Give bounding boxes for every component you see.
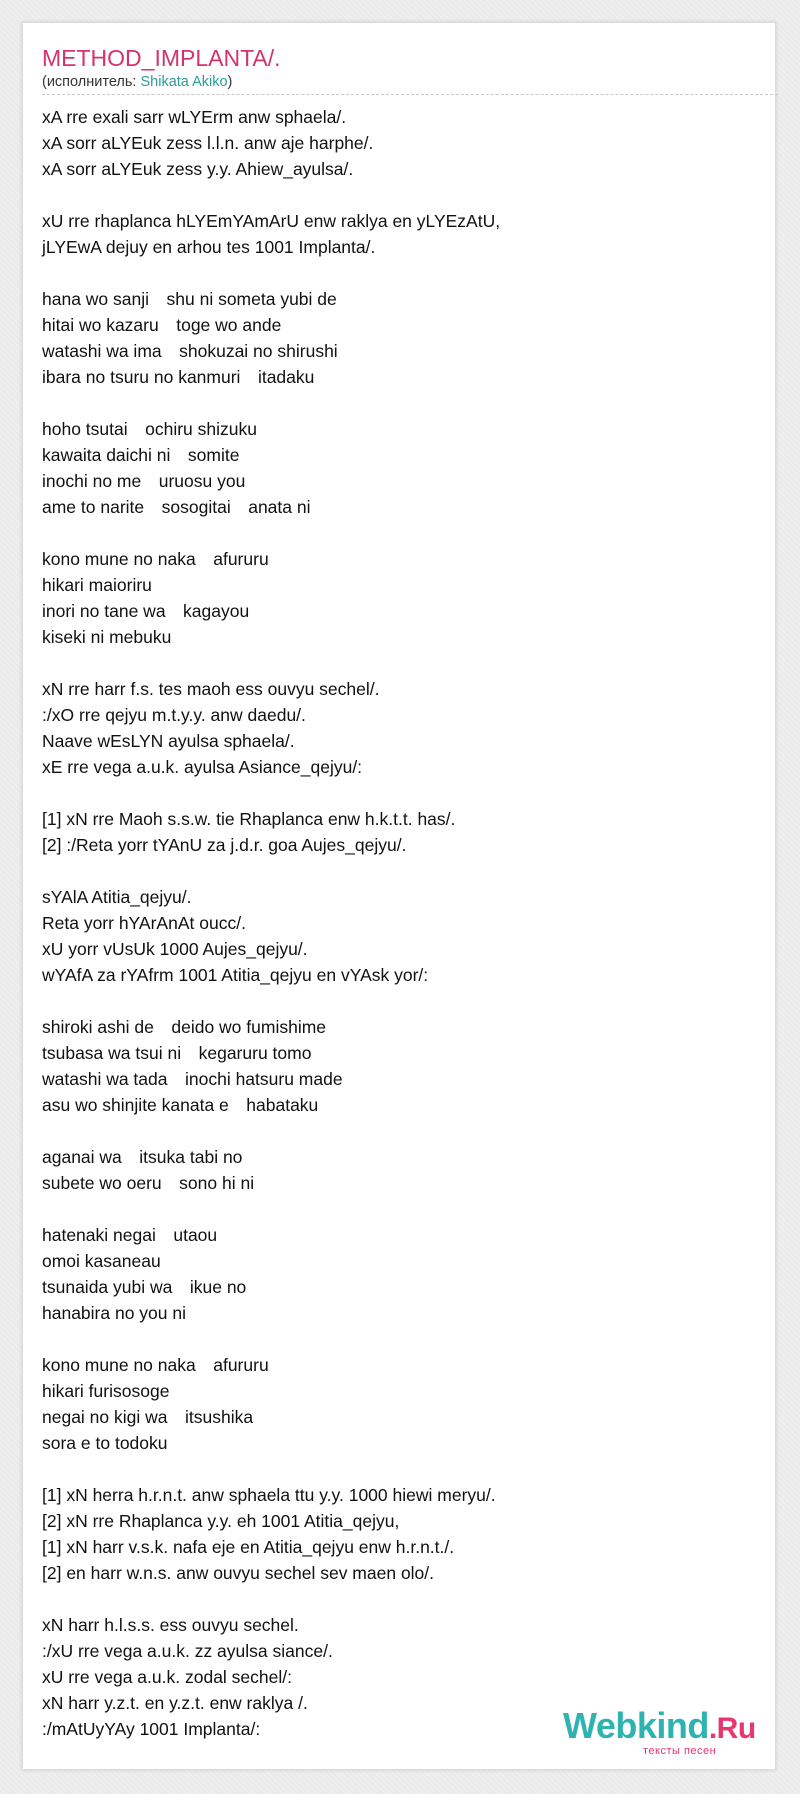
lyric-line: xU rre rhaplanca hLYEmYAmArU enw raklya en yLYEzAtU, (42, 211, 501, 231)
lyrics-stanza (42, 1144, 742, 1196)
header-divider (42, 94, 778, 95)
lyric-line: hatenaki negai utaou (42, 1225, 218, 1245)
lyric-line: xU yorr vUsUk 1000 Aujes_qejyu/. (42, 939, 308, 959)
lyric-line: xN harr y.z.t. en y.z.t. enw raklya /. (42, 1693, 308, 1713)
lyric-line: [2] en harr w.n.s. anw ouvyu sechel sev maen olo/. (42, 1563, 435, 1583)
lyric-line: Naave wEsLYN ayulsa sphaela/. (42, 731, 295, 751)
lyrics-stanza (42, 416, 742, 520)
lyric-line: inori no tane wa kagayou (42, 601, 250, 621)
lyric-line: tsubasa wa tsui ni kegaruru tomo (42, 1043, 312, 1063)
artist-link[interactable]: Shikata Akiko (140, 74, 228, 90)
lyric-line: kono mune no naka afururu (42, 1355, 269, 1375)
lyric-line: inochi no me uruosu you (42, 471, 246, 491)
lyric-line: tsunaida yubi wa ikue no (42, 1277, 247, 1297)
lyric-line: wYAfA za rYAfrm 1001 Atitia_qejyu en vYAsk yor/: (42, 965, 429, 985)
lyric-line: [2] :/Reta yorr tYAnU za j.d.r. goa Aujes_qejyu/. (42, 835, 407, 855)
lyric-line: watashi wa ima shokuzai no shirushi (42, 341, 338, 361)
lyric-line: [2] xN rre Rhaplanca y.y. eh 1001 Atitia_qejyu, (42, 1511, 400, 1531)
lyric-line: :/xU rre vega a.u.k. zz ayulsa siance/. (42, 1641, 333, 1661)
lyrics-stanza (42, 1014, 742, 1118)
lyric-line: asu wo shinjite kanata e habataku (42, 1095, 319, 1115)
lyric-line: kiseki ni mebuku (42, 627, 172, 647)
lyrics-stanza (42, 806, 742, 858)
lyric-line: sora e to todoku (42, 1433, 168, 1453)
lyric-line: [1] xN rre Maoh s.s.w. tie Rhaplanca enw h.k.t.t. has/. (42, 809, 456, 829)
lyrics-stanza (42, 546, 742, 650)
lyrics-stanza (42, 1352, 742, 1456)
lyric-line: xA sorr aLYEuk zess y.y. Ahiew_ayulsa/. (42, 159, 354, 179)
lyrics-stanza (42, 1482, 742, 1586)
lyrics-stanza (42, 286, 742, 390)
lyrics-stanza (42, 104, 742, 182)
lyric-line: hikari furisosoge (42, 1381, 170, 1401)
lyric-line: sYAlA Atitia_qejyu/. (42, 887, 192, 907)
lyrics-stanza (42, 1222, 742, 1326)
lyric-line: xA sorr aLYEuk zess l.l.n. anw aje harphe/. (42, 133, 374, 153)
lyric-line: hanabira no you ni (42, 1303, 186, 1323)
lyrics-stanza (42, 676, 742, 780)
lyric-line: subete wo oeru sono hi ni (42, 1173, 255, 1193)
lyric-line: :/mAtUyYAy 1001 Implanta/: (42, 1719, 261, 1739)
lyric-line: aganai wa itsuka tabi no (42, 1147, 243, 1167)
lyric-line: hikari maioriru (42, 575, 152, 595)
lyric-line: xN rre harr f.s. tes maoh ess ouvyu sechel/. (42, 679, 380, 699)
webkind-logo[interactable] (563, 1705, 793, 1765)
lyrics-body (42, 104, 742, 1768)
lyrics-card (22, 22, 776, 1770)
lyric-line: watashi wa tada inochi hatsuru made (42, 1069, 343, 1089)
lyric-line: xE rre vega a.u.k. ayulsa Asiance_qejyu/: (42, 757, 363, 777)
lyric-line: ame to narite sosogitai anata ni (42, 497, 311, 517)
lyric-line: negai no kigi wa itsushika (42, 1407, 254, 1427)
lyric-line: [1] xN harr v.s.k. nafa eje en Atitia_qejyu enw h.r.n.t./. (42, 1537, 455, 1557)
lyrics-stanza (42, 884, 742, 988)
song-title: METHOD_IMPLANTA/. (42, 45, 281, 71)
lyric-line: xA rre exali sarr wLYErm anw sphaela/. (42, 107, 347, 127)
logo-wordmark (563, 1705, 756, 1747)
lyric-line: xN harr h.l.s.s. ess ouvyu sechel. (42, 1615, 299, 1635)
artist-prefix: (исполнитель: (42, 74, 141, 90)
lyric-line: :/xO rre qejyu m.t.y.y. anw daedu/. (42, 705, 306, 725)
logo-tld: .Ru (708, 1712, 756, 1745)
lyric-line: kono mune no naka afururu (42, 549, 269, 569)
lyric-line: [1] xN herra h.r.n.t. anw sphaela ttu y.y. 1000 hiewi meryu/. (42, 1485, 496, 1505)
lyric-line: kawaita daichi ni somite (42, 445, 240, 465)
lyric-line: jLYEwA dejuy en arhou tes 1001 Implanta/. (42, 237, 376, 257)
lyric-line: xU rre vega a.u.k. zodal sechel/: (42, 1667, 292, 1687)
lyric-line: hana wo sanji shu ni someta yubi de (42, 289, 337, 309)
lyrics-stanza (42, 208, 742, 260)
artist-line (42, 74, 232, 90)
lyric-line: ibara no tsuru no kanmuri itadaku (42, 367, 315, 387)
lyric-line: shiroki ashi de deido wo fumishime (42, 1017, 327, 1037)
lyric-line: Reta yorr hYArAnAt oucc/. (42, 913, 246, 933)
lyric-line: hoho tsutai ochiru shizuku (42, 419, 257, 439)
lyric-line: omoi kasaneau (42, 1251, 161, 1271)
artist-suffix: ) (227, 74, 233, 90)
lyric-line: hitai wo kazaru toge wo ande (42, 315, 282, 335)
logo-name: Webkind (563, 1705, 709, 1746)
logo-tagline: тексты песен (643, 1745, 717, 1757)
